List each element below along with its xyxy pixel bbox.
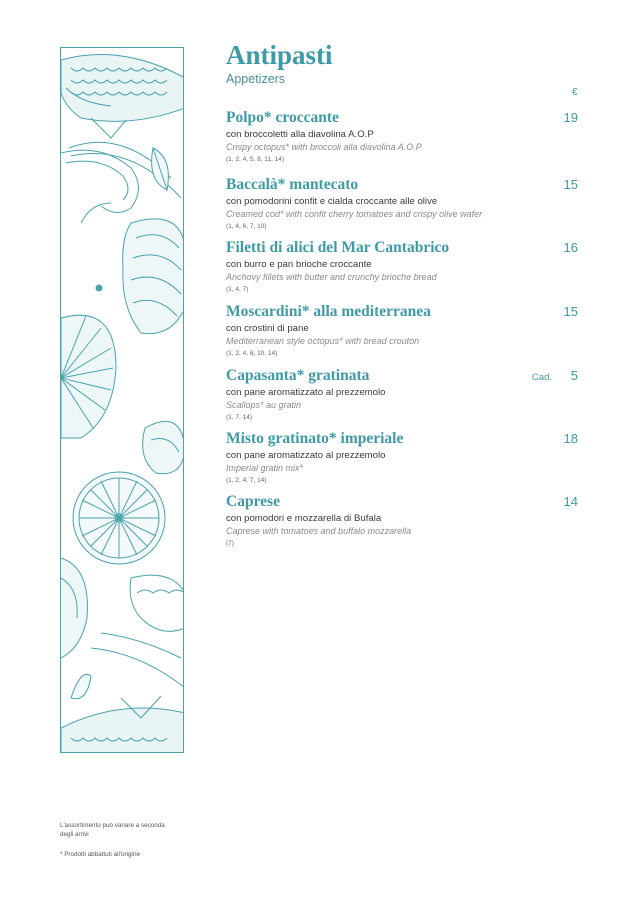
item-name: Baccalà* mantecato [226, 176, 359, 193]
item-allergens: (1, 2, 4, 5, 8, 11, 14) [226, 156, 285, 163]
item-price: 15 [563, 304, 578, 319]
scallop-icon [61, 315, 116, 438]
item-description: con burro e pan brioche croccante [226, 259, 372, 270]
item-description: con crostini di pane [226, 323, 309, 334]
item-description: con broccoletti alla diavolina A.O.P [226, 129, 374, 140]
fish-icon [61, 696, 184, 753]
item-name: Filetti di alici del Mar Cantabrico [226, 239, 450, 256]
availability-note [60, 821, 165, 839]
item-name: Misto gratinato* imperiale [226, 430, 404, 447]
leaf-icon [152, 148, 169, 190]
item-allergens: (1, 2, 4, 6, 10, 14) [226, 350, 278, 357]
item-price: 5 [570, 368, 578, 383]
item-price: 14 [563, 494, 578, 509]
item-name: Caprese [226, 493, 280, 510]
item-english: Anchovy fillets with butter and crunchy brioche bread [226, 272, 437, 282]
item-description: con pane aromatizzato al prezzemolo [226, 387, 386, 398]
item-description: con pomodorini confit e cialda croccante alle olive [226, 196, 438, 207]
item-description: con pomodori e mozzarella di Bufala [226, 513, 382, 524]
availability-note-line2: degli arrivi [60, 831, 89, 838]
item-allergens: (1, 2, 4, 7, 14) [226, 477, 267, 484]
item-allergens: (1, 7, 14) [226, 414, 253, 421]
currency-symbol: € [572, 87, 578, 98]
item-english: Imperial gratin mix* [226, 463, 304, 473]
item-unit: Cad. [531, 372, 552, 383]
menu-item [226, 367, 582, 423]
item-description: con pane aromatizzato al prezzemolo [226, 450, 386, 461]
section-subtitle: Appetizers [226, 72, 286, 86]
item-price: 19 [563, 110, 578, 125]
item-english: Crispy octopus* with broccoli alla diavolina A.O.P [226, 142, 422, 152]
frozen-products-note: * Prodotti abbattuti all'origine [60, 851, 140, 858]
item-english: Mediterranean style octopus* with bread crouton [226, 336, 420, 346]
menu-item [226, 430, 582, 486]
oyster-icon [123, 219, 184, 334]
item-name: Polpo* croccante [226, 109, 339, 126]
item-english: Creamed cod* with confit cherry tomatoes and crispy olive wafer [226, 209, 483, 219]
menu-item [226, 176, 582, 232]
section-title: Antipasti [226, 40, 333, 70]
menu-item [226, 109, 582, 165]
availability-note-line1: L'assortimento può variare a seconda [60, 822, 165, 829]
item-name: Moscardini* alla mediterranea [226, 303, 431, 320]
item-name: Capasanta* gratinata [226, 367, 370, 384]
fish-icon [61, 54, 184, 138]
menu-item [226, 493, 582, 549]
item-allergens: (1, 4, 7) [226, 286, 249, 293]
menu-item [226, 239, 582, 295]
menu-item [226, 303, 582, 359]
item-allergens: (7) [226, 540, 234, 547]
item-price: 18 [563, 431, 578, 446]
lemon-slice-icon [73, 472, 165, 564]
seafood-illustration [60, 47, 184, 753]
item-english: Scallops* au gratin [226, 400, 302, 410]
item-english: Caprese with tomatoes and buffalo mozzarella [226, 526, 412, 536]
item-price: 15 [563, 177, 578, 192]
item-price: 16 [563, 240, 578, 255]
item-allergens: (1, 4, 6, 7, 10) [226, 223, 267, 230]
